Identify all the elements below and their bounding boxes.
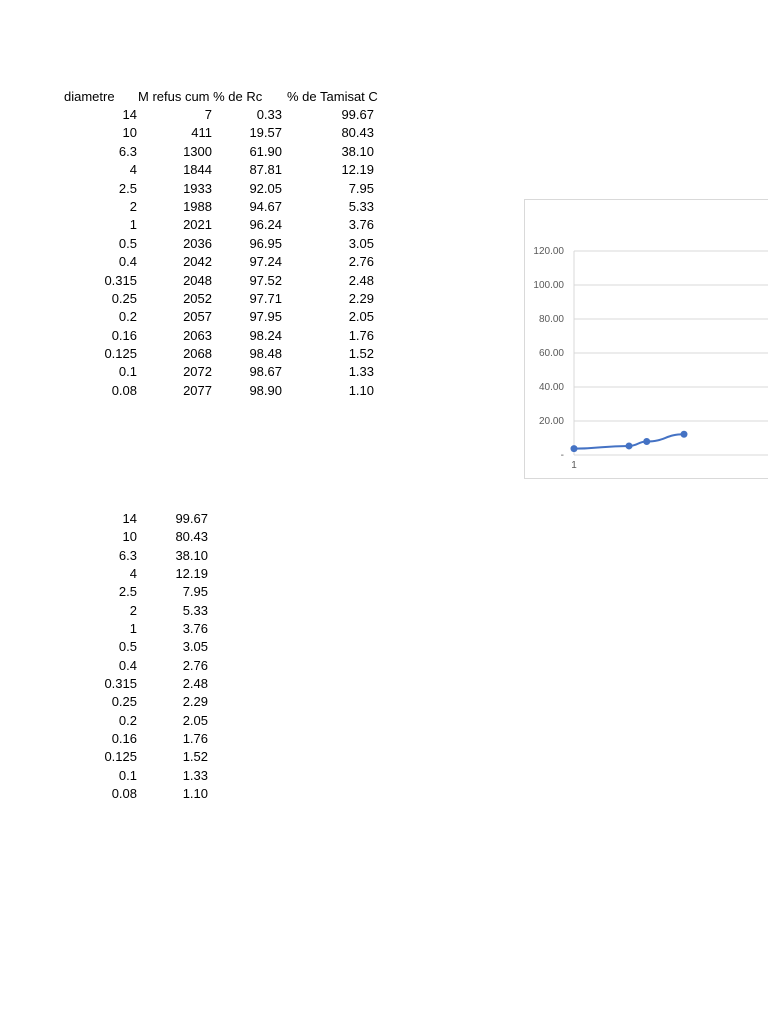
m-refus-cell[interactable]: 2068 xyxy=(183,346,212,362)
table-row xyxy=(0,345,400,363)
header-diametre[interactable]: diametre xyxy=(64,89,115,104)
table-row xyxy=(0,216,400,234)
sieve-table xyxy=(0,88,400,400)
tamisat-cell[interactable]: 3.76 xyxy=(182,621,208,637)
tamisat-cell[interactable]: 3.76 xyxy=(348,217,374,233)
diametre-cell[interactable]: 0.1 xyxy=(118,767,137,783)
diametre-cell[interactable]: 0.2 xyxy=(118,309,137,325)
table-row xyxy=(0,730,230,748)
tamisat-cell[interactable]: 12.19 xyxy=(175,566,208,582)
y-tick-label: 20.00 xyxy=(538,416,564,427)
m-refus-cell[interactable]: 2052 xyxy=(183,290,212,306)
table-row xyxy=(0,675,230,693)
data-point[interactable] xyxy=(626,442,633,449)
tamisat-cell[interactable]: 1.52 xyxy=(182,749,208,765)
rc-cell[interactable]: 97.95 xyxy=(249,309,282,325)
diametre-cell[interactable]: 0.1 xyxy=(118,364,137,380)
tamisat-cell[interactable]: 7.95 xyxy=(348,180,374,196)
table-row xyxy=(0,638,230,656)
diametre-cell[interactable]: 10 xyxy=(122,125,137,141)
table-row xyxy=(0,657,230,675)
m-refus-cell[interactable]: 2042 xyxy=(183,254,212,270)
tamisat-cell[interactable]: 1.10 xyxy=(348,382,374,398)
diametre-cell[interactable]: 2.5 xyxy=(118,584,137,600)
table-row xyxy=(0,510,230,528)
table-row xyxy=(0,785,230,803)
rc-cell[interactable]: 98.67 xyxy=(249,364,282,380)
table-row xyxy=(0,712,230,730)
m-refus-cell[interactable]: 1988 xyxy=(183,198,212,214)
y-tick-label: 80.00 xyxy=(538,314,564,325)
data-point[interactable] xyxy=(681,431,688,438)
rc-cell[interactable]: 97.52 xyxy=(249,272,282,288)
diametre-cell[interactable]: 0.315 xyxy=(104,676,137,692)
rc-cell[interactable]: 0.33 xyxy=(256,107,282,122)
table-row xyxy=(0,272,400,290)
table-row xyxy=(0,180,400,198)
table-row xyxy=(0,363,400,381)
diametre-cell[interactable]: 2.5 xyxy=(118,180,137,196)
rc-cell[interactable]: 96.24 xyxy=(249,217,282,233)
diametre-cell[interactable]: 0.2 xyxy=(118,712,137,728)
tamisat-cell[interactable]: 99.67 xyxy=(175,511,208,526)
table-row xyxy=(0,547,230,565)
chart-area[interactable] xyxy=(524,199,768,479)
tamisat-cell[interactable]: 2.48 xyxy=(348,272,374,288)
table-row xyxy=(0,565,230,583)
diametre-cell[interactable]: 0.08 xyxy=(111,382,137,398)
diametre-cell[interactable]: 6.3 xyxy=(118,143,137,159)
tamisat-cell[interactable]: 2.76 xyxy=(348,254,374,270)
rc-cell[interactable]: 97.24 xyxy=(249,254,282,270)
y-tick-label: - xyxy=(560,450,564,461)
table-row xyxy=(0,693,230,711)
diametre-cell[interactable]: 1 xyxy=(129,621,137,637)
rc-cell[interactable]: 87.81 xyxy=(249,162,282,178)
tamisat-cell[interactable]: 2.48 xyxy=(182,676,208,692)
diametre-cell[interactable]: 2 xyxy=(129,198,137,214)
rc-cell[interactable]: 98.90 xyxy=(249,382,282,398)
m-refus-cell[interactable]: 2036 xyxy=(183,235,212,251)
m-refus-cell[interactable]: 411 xyxy=(191,125,212,141)
table-row xyxy=(0,767,230,785)
rc-cell[interactable]: 97.71 xyxy=(249,290,282,306)
tamisat-cell[interactable]: 5.33 xyxy=(182,602,208,618)
tamisat-cell[interactable]: 2.29 xyxy=(348,290,374,306)
tamisat-cell[interactable]: 3.05 xyxy=(348,235,374,251)
diametre-cell[interactable]: 1 xyxy=(129,217,137,233)
table-row xyxy=(0,602,230,620)
x-tick-label: 1 xyxy=(571,460,577,471)
table-row xyxy=(0,124,400,142)
diametre-cell[interactable]: 0.4 xyxy=(118,254,137,270)
table-row xyxy=(0,748,230,766)
rc-cell[interactable]: 96.95 xyxy=(249,235,282,251)
y-tick-label: 60.00 xyxy=(538,348,564,359)
m-refus-cell[interactable]: 2048 xyxy=(183,272,212,288)
table-row xyxy=(0,382,400,400)
tamisat-cell[interactable]: 80.43 xyxy=(175,529,208,545)
diametre-cell[interactable]: 0.16 xyxy=(111,731,137,747)
tamisat-cell[interactable]: 5.33 xyxy=(348,198,374,214)
data-point[interactable] xyxy=(571,445,578,452)
y-tick-label: 120.00 xyxy=(533,246,564,257)
diametre-cell[interactable]: 10 xyxy=(122,529,137,545)
tamisat-cell[interactable]: 1.76 xyxy=(182,731,208,747)
tamisat-cell[interactable]: 38.10 xyxy=(341,143,374,159)
table-row xyxy=(0,235,400,253)
table-row xyxy=(0,308,400,326)
diametre-cell[interactable]: 0.16 xyxy=(111,327,137,343)
diametre-cell[interactable]: 0.25 xyxy=(111,694,137,710)
diametre-cell[interactable]: 14 xyxy=(122,511,137,526)
m-refus-cell[interactable]: 7 xyxy=(204,107,212,122)
m-refus-cell[interactable]: 2057 xyxy=(183,309,212,325)
header-m-refus[interactable]: M refus cum % de Rc xyxy=(138,89,263,104)
y-tick-label: 40.00 xyxy=(538,382,564,393)
tamisat-cell[interactable]: 2.76 xyxy=(182,657,208,673)
y-tick-label: 100.00 xyxy=(533,280,564,291)
tamisat-cell[interactable]: 1.10 xyxy=(182,786,208,802)
diametre-cell[interactable]: 0.125 xyxy=(104,346,137,362)
table-row xyxy=(0,106,400,124)
tamisat-cell[interactable]: 1.33 xyxy=(348,364,374,380)
tamisat-cell[interactable]: 1.76 xyxy=(348,327,374,343)
tamisat-cell[interactable]: 99.67 xyxy=(341,107,374,122)
tamisat-table xyxy=(0,510,230,804)
m-refus-cell[interactable]: 2021 xyxy=(183,217,212,233)
table-row xyxy=(0,161,400,179)
diametre-cell[interactable]: 0.08 xyxy=(111,786,137,802)
data-point[interactable] xyxy=(643,438,650,445)
diametre-cell[interactable]: 0.315 xyxy=(104,272,137,288)
m-refus-cell[interactable]: 2063 xyxy=(183,327,212,343)
tamisat-cell[interactable]: 1.33 xyxy=(182,767,208,783)
rc-cell[interactable]: 98.24 xyxy=(249,327,282,343)
table-row xyxy=(0,620,230,638)
diametre-cell[interactable]: 0.5 xyxy=(118,235,137,251)
table-row xyxy=(0,198,400,216)
tamisat-cell[interactable]: 2.05 xyxy=(182,712,208,728)
diametre-cell[interactable]: 14 xyxy=(122,107,137,122)
rc-cell[interactable]: 92.05 xyxy=(249,180,282,196)
diametre-cell[interactable]: 4 xyxy=(129,566,137,582)
rc-cell[interactable]: 94.67 xyxy=(249,198,282,214)
tamisat-cell[interactable]: 80.43 xyxy=(341,125,374,141)
table-row xyxy=(0,583,230,601)
tamisat-chart xyxy=(525,200,768,478)
diametre-cell[interactable]: 4 xyxy=(129,162,137,178)
m-refus-cell[interactable]: 1300 xyxy=(183,143,212,159)
table-row xyxy=(0,253,400,271)
table-header-row xyxy=(0,88,400,106)
table-row xyxy=(0,528,230,546)
rc-cell[interactable]: 98.48 xyxy=(249,346,282,362)
diametre-cell[interactable]: 0.125 xyxy=(104,749,137,765)
m-refus-cell[interactable]: 2072 xyxy=(183,364,212,380)
table-row xyxy=(0,327,400,345)
diametre-cell[interactable]: 2 xyxy=(129,602,137,618)
table-row xyxy=(0,143,400,161)
diametre-cell[interactable]: 0.25 xyxy=(111,290,137,306)
tamisat-cell[interactable]: 3.05 xyxy=(182,639,208,655)
diametre-cell[interactable]: 0.4 xyxy=(118,657,137,673)
tamisat-cell[interactable]: 2.05 xyxy=(348,309,374,325)
tamisat-cell[interactable]: 12.19 xyxy=(341,162,374,178)
header-tamisat[interactable]: % de Tamisat C xyxy=(287,89,378,104)
rc-cell[interactable]: 61.90 xyxy=(249,143,282,159)
rc-cell[interactable]: 19.57 xyxy=(249,125,282,141)
table-row xyxy=(0,290,400,308)
tamisat-cell[interactable]: 1.52 xyxy=(348,346,374,362)
m-refus-cell[interactable]: 1844 xyxy=(183,162,212,178)
diametre-cell[interactable]: 0.5 xyxy=(118,639,137,655)
sieve-table-body xyxy=(0,106,400,400)
m-refus-cell[interactable]: 1933 xyxy=(183,180,212,196)
diametre-cell[interactable]: 6.3 xyxy=(118,547,137,563)
tamisat-cell[interactable]: 7.95 xyxy=(182,584,208,600)
tamisat-cell[interactable]: 38.10 xyxy=(175,547,208,563)
tamisat-cell[interactable]: 2.29 xyxy=(182,694,208,710)
m-refus-cell[interactable]: 2077 xyxy=(183,382,212,398)
